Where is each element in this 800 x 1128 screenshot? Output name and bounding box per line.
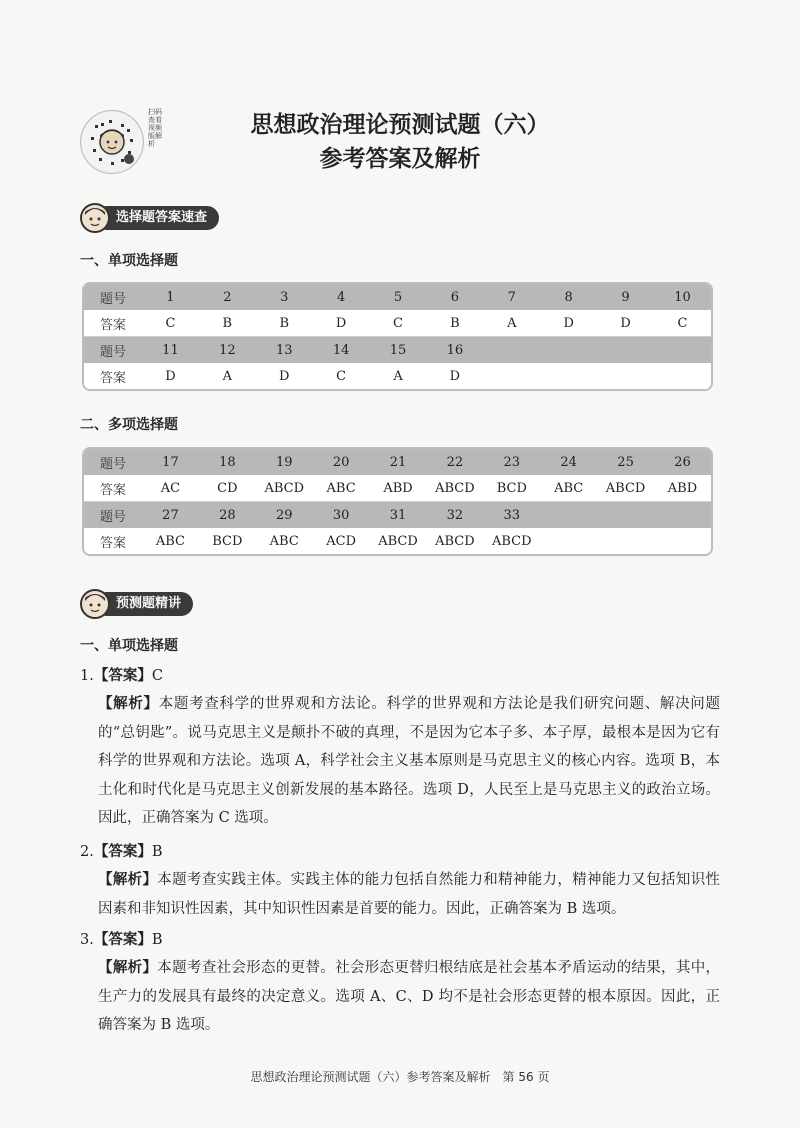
- question-number: 28: [219, 507, 236, 523]
- analysis-text: 本题考查实践主体。实践主体的能力包括自然能力和精神能力，精神能力又包括知识性因素和非知识性因素，其中知识性因素是首要的能力。因此，正确答案为 B 选项。: [98, 872, 721, 917]
- answer-cell: ABCD: [378, 533, 418, 549]
- analysis-paragraph: [98, 690, 720, 833]
- analysis-paragraph: [98, 866, 720, 923]
- question-number: 4: [336, 289, 346, 305]
- answer-value: C: [151, 668, 163, 684]
- question-number: 19: [275, 454, 293, 470]
- table-row: [84, 475, 711, 502]
- answer-cell: B: [222, 315, 233, 331]
- answer-cell: ABC: [155, 533, 186, 549]
- answer-cell: ABCD: [435, 480, 475, 496]
- question-number: 14: [332, 342, 350, 358]
- row-label: 答案: [99, 370, 126, 386]
- question-number: 1.: [80, 668, 94, 684]
- answer-cell: ABD: [383, 480, 413, 496]
- question-number: 3: [280, 289, 289, 305]
- page-footer: 思想政治理论预测试题（六）参考答案及解析 第 56 页: [250, 1070, 550, 1084]
- multi-choice-answer-table: [82, 447, 713, 556]
- answer-cell: D: [620, 315, 631, 331]
- section-badge-quick-answers: [80, 203, 219, 233]
- question-number: 26: [674, 454, 691, 470]
- question-number: 22: [446, 454, 464, 470]
- answer-cell: BCD: [496, 480, 527, 496]
- question-number: 20: [332, 454, 350, 470]
- table-row: [84, 363, 711, 389]
- question-number: 9: [621, 289, 630, 305]
- answer-cell: C: [393, 315, 403, 331]
- question-number: 1: [166, 289, 175, 305]
- question-number: 12: [219, 342, 236, 358]
- answer-line: [80, 926, 720, 954]
- analysis-text: 本题考查科学的世界观和方法论。科学的世界观和方法论是我们研究问题、解决问题的“总钥匙”。说马克思主义是颠扑不破的真理，不是因为它本子多、本子厚，最根本是因为它有科学的世界观和方法论。选项 A，科学社会主义基本原则是马克思主义的核心内容。选项 B，本土化和时代化是马克思主义创新发展的基本路径。选项 D，人民至上是马克思主义的政治立场。因此，正确答案为 C 选项。: [98, 696, 720, 826]
- explanations-single-choice-heading: 一、单项选择题: [80, 638, 178, 654]
- question-number: 6: [450, 289, 460, 305]
- question-number: 7: [507, 289, 516, 305]
- section-badge-explanations: [80, 589, 193, 619]
- question-number: 5: [393, 289, 403, 305]
- answer-cell: C: [677, 315, 688, 331]
- analysis-tag: 【解析】: [98, 872, 158, 888]
- question-number: 15: [389, 342, 407, 358]
- multi-choice-heading: 二、多项选择题: [80, 417, 178, 433]
- answer-cell: AC: [160, 480, 181, 496]
- answer-tag: 【答案】: [93, 932, 152, 948]
- answer-cell: ABC: [554, 480, 584, 496]
- answer-cell: D: [449, 368, 461, 384]
- answer-cell: A: [222, 368, 233, 384]
- question-number: 32: [446, 507, 464, 523]
- answer-cell: CD: [217, 480, 238, 496]
- answer-cell: D: [165, 368, 176, 384]
- answer-cell: ABD: [667, 480, 698, 496]
- question-explanation-1: [80, 662, 720, 833]
- question-number: 29: [275, 507, 293, 523]
- title-line-2: 参考答案及解析: [319, 146, 481, 172]
- question-number: 17: [162, 454, 179, 470]
- question-explanation-3: [80, 926, 720, 1040]
- cartoon-face-icon: [80, 203, 110, 233]
- question-number: 2: [223, 289, 232, 305]
- table-row: [84, 502, 711, 528]
- question-number: 30: [332, 507, 350, 523]
- answer-cell: A: [507, 315, 517, 331]
- table-row: [84, 284, 711, 310]
- question-number: 11: [162, 342, 179, 358]
- analysis-tag: 【解析】: [98, 696, 159, 712]
- section-badge-label: 预测题精讲: [102, 592, 193, 616]
- answer-cell: D: [563, 315, 574, 331]
- answer-cell: ACD: [326, 533, 356, 549]
- question-number: 13: [275, 342, 293, 358]
- question-number: 16: [446, 342, 464, 358]
- analysis-paragraph: [98, 954, 720, 1040]
- answer-cell: ABCD: [264, 480, 304, 496]
- answer-cell: ABCD: [435, 533, 475, 549]
- page-title: [0, 108, 800, 176]
- question-number: 10: [674, 289, 691, 305]
- answer-cell: ABCD: [492, 533, 532, 549]
- answer-line: [80, 838, 720, 866]
- answer-value: B: [151, 932, 163, 948]
- question-explanation-2: [80, 838, 720, 923]
- section-badge-label: 选择题答案速查: [102, 206, 219, 230]
- answer-cell: ABC: [326, 480, 356, 496]
- analysis-text: 本题考查社会形态的更替。社会形态更替归根结底是社会基本矛盾运动的结果，其中，生产力的发展具有最终的决定意义。选项 A、C、D 均不是社会形态更替的根本原因。因此，正确答案为 B 选项。: [98, 960, 721, 1033]
- question-number: 2.: [80, 844, 94, 860]
- question-number: 8: [564, 289, 573, 305]
- row-label: 题号: [99, 291, 126, 307]
- question-number: 25: [617, 454, 634, 470]
- row-label: 题号: [99, 456, 126, 472]
- answer-cell: B: [450, 315, 460, 331]
- question-number: 21: [389, 454, 407, 470]
- single-choice-answer-table: [82, 282, 713, 391]
- row-label: 答案: [99, 317, 126, 333]
- answer-cell: C: [165, 315, 176, 331]
- answer-cell: D: [335, 315, 347, 331]
- row-label: 题号: [99, 509, 126, 525]
- question-number: 33: [503, 507, 521, 523]
- answer-tag: 【答案】: [93, 844, 152, 860]
- answer-cell: A: [393, 368, 403, 384]
- answer-value: B: [151, 844, 163, 860]
- question-number: 24: [560, 454, 577, 470]
- question-number: 23: [503, 454, 521, 470]
- answer-cell: ABC: [269, 533, 299, 549]
- table-row: [84, 337, 711, 363]
- question-number: 3.: [80, 932, 94, 948]
- table-row: [84, 528, 711, 554]
- analysis-tag: 【解析】: [98, 960, 158, 976]
- answer-cell: BCD: [212, 533, 243, 549]
- row-label: 答案: [99, 482, 126, 498]
- question-number: 31: [389, 507, 407, 523]
- question-number: 18: [219, 454, 236, 470]
- row-label: 答案: [99, 535, 126, 551]
- answer-line: [80, 662, 720, 690]
- row-label: 题号: [99, 344, 126, 360]
- answer-cell: B: [279, 315, 289, 331]
- answer-cell: ABCD: [605, 480, 646, 496]
- answer-cell: D: [279, 368, 290, 384]
- answer-tag: 【答案】: [93, 668, 152, 684]
- title-line-1: 思想政治理论预测试题（六）: [250, 112, 550, 138]
- single-choice-heading: 一、单项选择题: [80, 253, 178, 269]
- table-row: [84, 449, 711, 475]
- cartoon-face-icon: [80, 589, 110, 619]
- answer-cell: C: [336, 368, 347, 384]
- question-number: 27: [162, 507, 179, 523]
- table-row: [84, 310, 711, 337]
- qr-caption: 扫码查看视频版解析: [148, 108, 162, 148]
